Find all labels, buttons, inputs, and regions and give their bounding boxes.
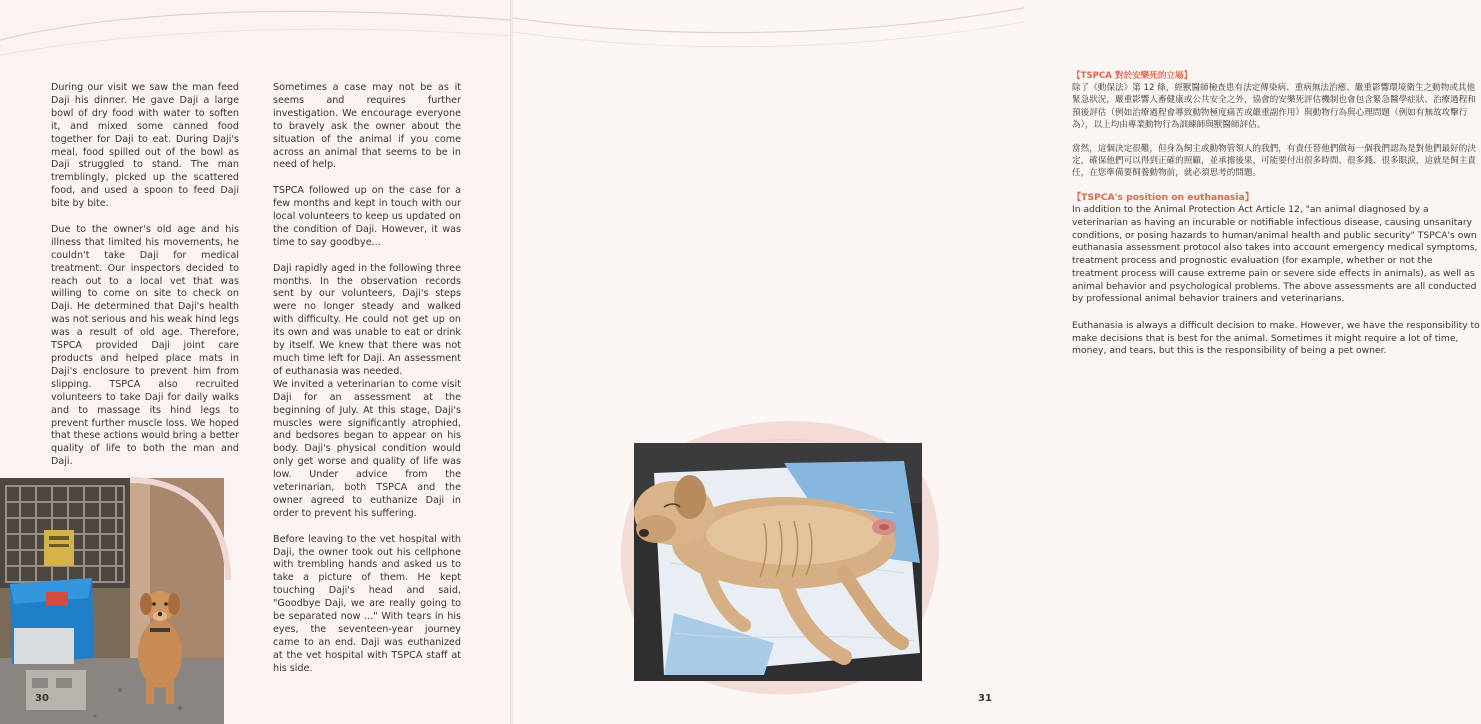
text-column-1 (51, 82, 239, 469)
en-section-heading: 【TSPCA's position on euthanasia】 (1072, 191, 1254, 203)
page-number: 30 (35, 693, 49, 704)
right-text-block (1072, 70, 1481, 358)
zh-section-heading: 【TSPCA 對於安樂死的立場】 (1072, 71, 1193, 81)
paragraph: We invited a veterinarian to come visit Daji for an assessment at the beginning of July. At this stage, Daji's muscles were significantly atrophied, and bedsores began to appear on his body. Daji's physical condition would only get worse and quality of life was low. Under advice from the veterinarian, both TSPCA and the owner agreed to euthanize Daji in order to prevent his suffering. (273, 378, 461, 519)
left-page (0, 0, 511, 724)
en-paragraph: Euthanasia is always a difficult decision to make. However, we have the responsibility to make decisions that is best for the animal. Sometimes it might require a lot of time, money, and tears, but this is the responsibility of being a pet owner. (1072, 319, 1480, 357)
en-paragraph: In addition to the Animal Protection Act Article 12, "an animal diagnosed by a veterinarian as having an incurable or notifiable infectious disease, causing unsanitary conditions, or posing hazards to human/animal health and public security" TSPCA's own euthanasia assessment protocol also takes into account emergency medical symptoms, treatment process and prognostic evaluation (for example, whether or not the treatment process will cause extreme pain or severe side effects in animals), as well as animal behavior and psychological problems. The above assessments are all conducted by professional animal behavior trainers and veterinarians. (1072, 204, 1478, 305)
page-number: 31 (978, 693, 992, 704)
paragraph: Due to the owner's old age and his illness that limited his movements, he couldn't take Daji for medical treatment. Our inspectors decided to reach out to a local vet that was willing to come on site to check on Daji. He determined that Daji's health was not serious and his weak hind legs was a result of old age. Therefore, TSPCA provided Daji joint care products and helped place mats in Daji's enclosure to prevent him from slipping. TSPCA also recruited volunteers to take Daji for daily walks and to massage its hind legs to prevent further muscle loss. We hoped that these actions would bring a better quality of life to both the man and Daji. (51, 223, 239, 468)
zh-paragraph: 除了《動保法》第 12 條，經獸醫師檢查患有法定傳染病、重病無法治癒、嚴重影響環境衛生之動物或其他緊急狀況，嚴重影響人畜健康或公共安全之外，協會的安樂死評估機制也會包含緊急醫學症狀、治療過程和預後評估（例如治療過程會導致動物極度痛苦或嚴重副作用）與動物行為與心理問題（例如有無故攻擊行為），以上均由專業動物行為訓練師與獸醫師評估。 (1072, 83, 1476, 130)
zh-paragraph: 當然，這個決定很難，但身為飼主或動物管領人的我們，有責任替他們做每一個我們認為是對他們最好的決定，確保他們可以得到正確的照顧，並承擔後果，可能要付出很多時間、很多錢、很多眼淚，這就是飼主責任，在您準備要飼養動物前，就必須思考的問題。 (1072, 144, 1476, 179)
decorative-curve-top-left (0, 0, 511, 70)
paragraph: TSPCA followed up on the case for a few months and kept in touch with our local volunteers to keep us updated on the condition of Daji. However, it was time to say goodbye... (273, 185, 461, 248)
young-dog-beside-blue-kennel-photo (0, 478, 224, 724)
paragraph: Sometimes a case may not be as it seems and requires further investigation. We encourage everyone to bravely ask the owner about the situation of the animal if you come across an animal that seems to be in need of help. (273, 82, 461, 171)
paragraph: Daji rapidly aged in the following three months. In the observation records sent by our volunteers, Daji's steps were no longer steady and walked with difficulty. He could not get up on its own and was unable to eat or drink by itself. We knew that there was not much time left for Daji. An assessment of euthanasia was needed. (273, 262, 461, 377)
paragraph: During our visit we saw the man feed Daji his dinner. He gave Daji a large bowl of dry food with water to soften it, and mixed some canned food together for Daji to eat. During Daji's meal, food spilled out of the bowl as Daji struggled to stand. The man tremblingly, picked up the scattered food, and used a spoon to feed Daji bite by bite. (51, 82, 239, 210)
decorative-curve-top-right (513, 0, 1024, 70)
paragraph: Before leaving to the vet hospital with Daji, the owner took out his cellphone with trembling hands and asked us to take a picture of them. He kept touching Daji's head and said, "Goodbye Daji, we are really going to be separated now ..." With tears in his eyes, the seventeen-year journey came to an end. Daji was euthanized at the vet hospital with TSPCA staff at his side. (273, 533, 461, 674)
elderly-dog-lying-on-blanket-photo (634, 443, 922, 681)
text-column-2 (273, 82, 461, 676)
